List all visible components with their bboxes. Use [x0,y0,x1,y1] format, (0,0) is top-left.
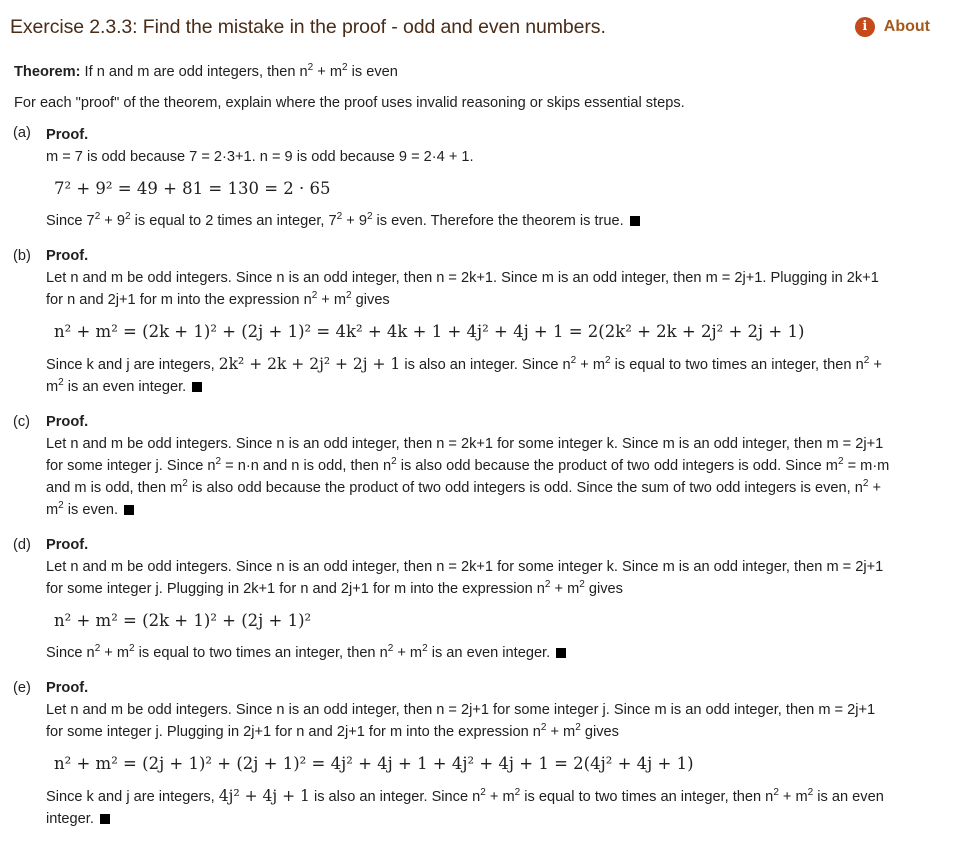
proof-conclusion: $m^2$ is an even integer. [46,376,954,398]
proof-text: Let n and m be odd integers. Since n is an odd integer, then n = 2k+1. Since m is an odd integer, then m = 2j+1. Plugging in 2k+1 [46,270,879,286]
about-button[interactable] [855,17,930,37]
theorem-statement: Theorem: If n and m are odd integers, then $n^2 + m^2$ is even [14,62,398,80]
proof-text: and m is odd, then $m^2$ is also odd because the product of two odd integers is odd. Since the sum of two odd integers is even, $n^2$ + [46,478,881,496]
qed-square-icon [556,648,566,658]
proof-b [14,245,954,398]
qed-square-icon [124,505,134,515]
proof-heading: Proof. [46,537,89,553]
proof-conclusion: $m^2$ is even. [46,499,954,521]
proof-text: for some integer j. Plugging in 2k+1 for n and 2j+1 for m into the expression $n^2 + m^2$ gives [46,579,623,597]
proof-text: Let n and m be odd integers. Since n is an odd integer, then n = 2k+1 for some integer k. Since m is an odd integer, then m = 2j+1 [46,559,884,575]
proof-label: (d) [13,537,31,553]
theorem-label: Theorem: [14,64,81,80]
proof-conclusion: Since k and j are integers, 2k² + 2k + 2j² + 2j + 1 is also an integer. Since $n^2 + m^2$ is equal to two times an integer, then $n^2$ + [46,355,882,373]
proof-a [14,122,954,232]
proof-label: (e) [13,680,31,696]
exercise-content [14,61,954,843]
proof-label: (a) [13,125,31,141]
proof-text: for some integer j. Since $n^2 = n\cdot n$ and n is odd, then $n^2$ is also odd because the product of two odd integers is odd. Since $m^2 = m\cdot m$ [46,456,890,474]
proof-c [14,411,954,521]
proof-heading: Proof. [46,248,89,264]
proof-text: m = 7 is odd because 7 = 2·3+1. n = 9 is odd because 9 = 2·4 + 1. [46,149,474,165]
proof-heading: Proof. [46,414,89,430]
proof-e [14,677,954,830]
about-label: About [883,18,930,35]
proof-label: (c) [13,414,31,430]
proof-label: (b) [13,248,31,264]
proof-d [14,534,954,664]
proof-conclusion: Since k and j are integers, 4j² + 4j + 1 is also an integer. Since $n^2 + m^2$ is equal to two times an integer, then $n^2 + m^2$ is an even [46,787,884,805]
qed-square-icon [192,382,202,392]
qed-square-icon [100,814,110,824]
proof-heading: Proof. [46,680,89,696]
proof-conclusion: Since $7^2 + 9^2$ is equal to 2 times an integer, $7^2 + 9^2$ is even. Therefore the theorem is true. [46,210,954,232]
proof-conclusion: Since $n^2 + m^2$ is equal to two times an integer, then $n^2 + m^2$ is an even integer. [46,642,954,664]
proof-text: for some integer j. Plugging in 2j+1 for n and 2j+1 for m into the expression $n^2 + m^2$ gives [46,722,619,740]
info-icon: i [855,17,875,37]
math-equation: n² + m² = (2k + 1)² + (2j + 1)² [54,611,312,630]
proof-text: for n and 2j+1 for m into the expression $n^2 + m^2$ gives [46,290,390,308]
math-equation: 7² + 9² = 49 + 81 = 130 = 2 · 65 [54,179,331,198]
math-equation: n² + m² = (2k + 1)² + (2j + 1)² = 4k² + 4k + 1 + 4j² + 4j + 1 = 2(2k² + 2k + 2j² + 2j + 1) [54,322,805,341]
qed-square-icon [630,216,640,226]
math-equation: n² + m² = (2j + 1)² + (2j + 1)² = 4j² + 4j + 1 + 4j² + 4j + 1 = 2(4j² + 4j + 1) [54,754,694,773]
proof-heading: Proof. [46,127,89,143]
page-title: Exercise 2.3.3: Find the mistake in the proof - odd and even numbers. [10,16,606,38]
page-header [0,0,960,56]
instructions: For each "proof" of the theorem, explain where the proof uses invalid reasoning or skips essential steps. [14,95,685,111]
proof-text: Let n and m be odd integers. Since n is an odd integer, then n = 2k+1 for some integer k. Since m is an odd integer, then m = 2j+1 [46,436,884,452]
proof-text: Let n and m be odd integers. Since n is an odd integer, then n = 2j+1 for some integer j. Since m is an odd integer, then m = 2j+1 [46,702,876,718]
proof-conclusion: integer. [46,808,954,830]
